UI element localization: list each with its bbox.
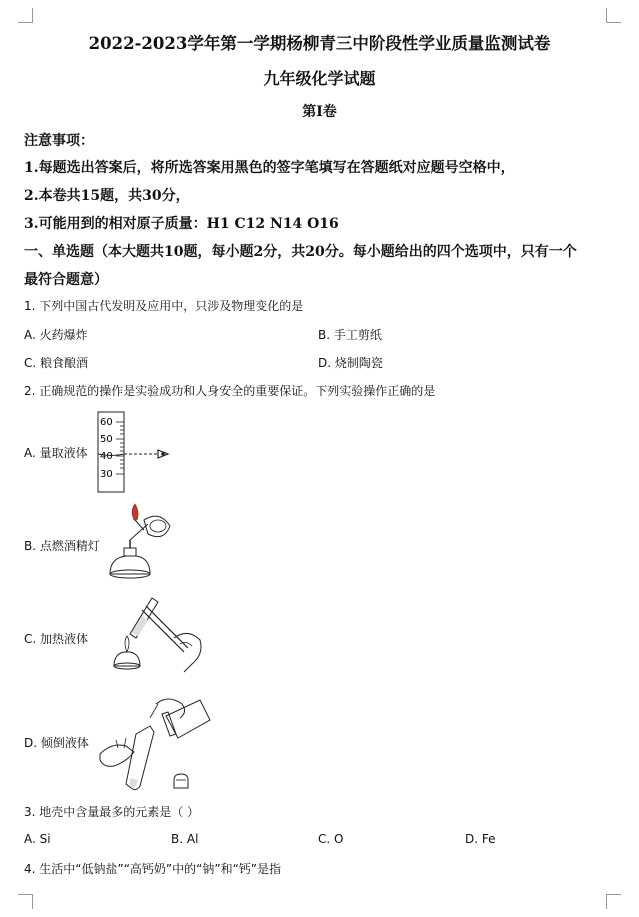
question-1-option-a[interactable]: A. 火药爆炸 xyxy=(24,328,88,342)
question-2-stem: 2. 正确规范的操作是实验成功和人身安全的重要保证。下列实验操作正确的是 xyxy=(24,384,436,398)
question-3-option-a[interactable]: A. Si xyxy=(24,832,51,846)
question-2-option-b[interactable]: B. 点燃酒精灯 xyxy=(24,539,100,553)
crop-mark-top-left xyxy=(18,8,33,23)
alcohol-lamp-lighting-illustration xyxy=(104,502,180,584)
section1-heading-line1: 一、单选题（本大题共10题，每小题2分，共20分。每小题给出的四个选项中，只有一个 xyxy=(24,244,577,260)
section1-heading-line2: 最符合题意） xyxy=(24,272,108,288)
volume-label: 第I卷 xyxy=(302,104,337,120)
question-4-stem: 4. 生活中“低钠盐”“高钙奶”中的“钠”和“钙”是指 xyxy=(24,862,281,876)
crop-mark-bottom-right xyxy=(606,894,621,909)
cylinder-tick-30: 30 xyxy=(100,469,113,480)
graduated-cylinder-illustration xyxy=(96,410,176,494)
question-2-option-c[interactable]: C. 加热液体 xyxy=(24,632,89,646)
exam-title: 2022-2023学年第一学期杨柳青三中阶段性学业质量监测试卷 xyxy=(88,34,551,53)
note-item-2: 2.本卷共15题，共30分， xyxy=(24,188,190,204)
question-3-option-c[interactable]: C. O xyxy=(318,832,344,846)
notes-heading: 注意事项： xyxy=(24,133,94,149)
note-item-1: 1.每题选出答案后，将所选答案用黑色的签字笔填写在答题纸对应题号空格中， xyxy=(24,160,515,176)
crop-mark-top-right xyxy=(606,8,621,23)
cylinder-tick-50: 50 xyxy=(100,434,113,445)
question-3-option-b[interactable]: B. Al xyxy=(171,832,199,846)
question-1-option-d[interactable]: D. 烧制陶瓷 xyxy=(318,356,383,370)
note-item-3: 3.可能用到的相对原子质量：H1 C12 N14 O16 xyxy=(24,216,339,232)
question-3-option-d[interactable]: D. Fe xyxy=(465,832,496,846)
heating-liquid-illustration xyxy=(96,592,208,676)
pouring-liquid-illustration xyxy=(96,694,214,794)
question-1-option-c[interactable]: C. 粮食酿酒 xyxy=(24,356,89,370)
cylinder-tick-40: 40 xyxy=(100,451,113,462)
question-3-stem: 3. 地壳中含量最多的元素是（ ） xyxy=(24,805,200,819)
exam-subtitle: 九年级化学试题 xyxy=(263,69,376,88)
question-1-stem: 1. 下列中国古代发明及应用中，只涉及物理变化的是 xyxy=(24,299,304,313)
question-2-option-a[interactable]: A. 量取液体 xyxy=(24,446,88,460)
crop-mark-bottom-left xyxy=(18,894,33,909)
question-1-option-b[interactable]: B. 手工剪纸 xyxy=(318,328,382,342)
cylinder-tick-60: 60 xyxy=(100,417,113,428)
question-2-option-d[interactable]: D. 倾倒液体 xyxy=(24,736,89,750)
